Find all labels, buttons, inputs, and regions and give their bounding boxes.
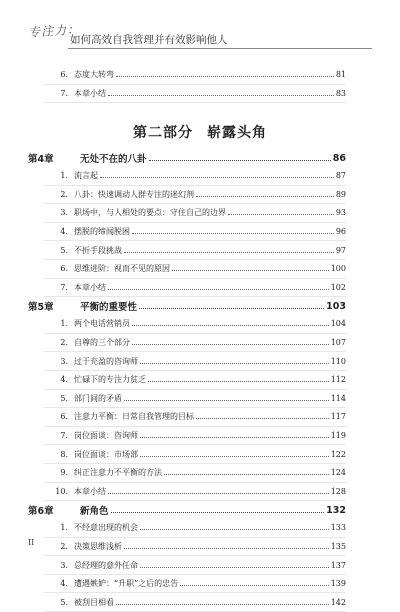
toc-item[interactable] [44, 538, 346, 557]
page-number: II [28, 538, 35, 547]
toc-item-title: 自尊的三个部分 [74, 338, 130, 348]
toc-item-number: 4. [60, 375, 68, 385]
toc-item-page: 104 [330, 319, 346, 329]
toc-item-number: 4. [60, 579, 68, 589]
chapter-page: 103 [326, 300, 346, 312]
toc-item-page: 87 [335, 171, 346, 181]
leader-dots [149, 160, 331, 161]
toc-item-title: 两个电话营销员 [74, 319, 130, 329]
toc-item[interactable] [44, 483, 346, 502]
toc-item-title: 注意力平衡：日常自我管理的目标 [74, 412, 194, 422]
toc-item[interactable] [44, 408, 346, 427]
toc-item[interactable] [44, 260, 346, 279]
chapter-title: 无处不在的八卦 [80, 154, 147, 165]
toc-item-number: 3. [60, 560, 68, 570]
book-title: 如何高效自我管理并有效影响他人 [70, 34, 228, 46]
toc-item[interactable] [44, 556, 346, 575]
book-logo: 专注力： [27, 22, 81, 40]
leader-dots [108, 493, 329, 494]
toc-item[interactable] [44, 427, 346, 446]
toc-item[interactable] [44, 390, 346, 409]
toc-item-title: 部门间的矛盾 [74, 393, 122, 403]
leader-dots [132, 325, 329, 326]
toc-item[interactable] [44, 464, 346, 483]
toc-item-number: 6. [60, 264, 68, 274]
toc-item-title: 过于充盈的咨询师 [74, 356, 138, 366]
leader-dots [124, 548, 329, 549]
toc-item-page: 124 [330, 468, 346, 478]
toc-item-number: 6. [60, 70, 68, 80]
toc-item[interactable] [44, 204, 346, 223]
toc-item-page: 114 [330, 393, 346, 403]
leader-dots [108, 289, 329, 290]
toc-item-title: 岗位面谈：咨询师 [74, 431, 138, 441]
toc-item-number: 2. [60, 541, 68, 551]
leader-dots [148, 381, 329, 382]
toc-item-page: 135 [330, 541, 346, 551]
toc-item-page: 119 [330, 431, 346, 441]
toc-chapters [28, 149, 346, 612]
toc-item-number: 8. [60, 449, 68, 459]
toc-item-page: 96 [335, 227, 346, 237]
toc-item-number: 1. [60, 171, 68, 181]
toc-item-page: 81 [335, 70, 346, 80]
toc-item-page: 107 [330, 338, 346, 348]
toc-item[interactable] [44, 241, 346, 260]
toc-item-page: 97 [335, 245, 346, 255]
toc-item[interactable] [44, 167, 346, 186]
chapter-number: 第4章 [28, 154, 54, 165]
toc-item[interactable] [44, 371, 346, 390]
toc-item[interactable] [44, 186, 346, 205]
toc-item-page: 133 [330, 523, 346, 533]
toc-item-page: 117 [330, 412, 346, 422]
toc-item-number: 6. [60, 412, 68, 422]
toc-item-number: 3. [60, 356, 68, 366]
toc-item[interactable] [44, 334, 346, 353]
toc-item-title: 忙碌下的专注力贫乏 [74, 375, 146, 385]
toc-item-title: 摆脱的缔闻脱困 [74, 227, 130, 237]
toc-item-number: 7. [60, 88, 68, 98]
toc-item-title: 本章小结 [74, 486, 106, 496]
chapter-heading[interactable] [28, 501, 346, 519]
running-header [28, 22, 372, 48]
leader-dots [140, 456, 329, 457]
toc-item[interactable] [44, 315, 346, 334]
chapter-number: 第5章 [28, 302, 54, 314]
toc-item-page: 102 [330, 282, 346, 292]
toc-item[interactable] [44, 519, 346, 538]
leader-dots [164, 474, 329, 475]
toc-item[interactable] [44, 352, 346, 371]
header-rule [68, 48, 372, 49]
toc-item-title: 总经理的意外任命 [74, 560, 138, 570]
toc-item-number: 5. [60, 393, 68, 403]
toc-item-page: 110 [330, 356, 346, 366]
toc-item-title: 职场中，与人相处的要点：守住自己的边界 [74, 208, 226, 218]
toc-item-title: 八卦：快速调动人群专注的迷幻剂 [74, 189, 194, 199]
leader-dots [196, 196, 334, 197]
toc-item-page: 100 [330, 264, 346, 274]
leader-dots [196, 418, 329, 419]
toc-item-title: 流言起 [74, 171, 98, 181]
part-heading [0, 122, 400, 142]
toc-item[interactable] [44, 223, 346, 242]
leader-dots [116, 76, 334, 77]
toc-item-number: 2. [60, 189, 68, 199]
toc-item[interactable] [44, 593, 346, 612]
leader-dots [124, 252, 334, 253]
toc-item-number: 5. [60, 597, 68, 607]
leader-dots [140, 363, 329, 364]
chapter-page: 132 [326, 504, 346, 516]
chapter-title: 平衡的重要性 [80, 302, 138, 314]
chapter-heading[interactable] [28, 149, 346, 167]
toc-item-number: 1. [60, 319, 68, 329]
toc-item-number: 7. [60, 431, 68, 441]
leader-dots [140, 529, 329, 530]
toc-top-items [44, 66, 346, 103]
part-label: 第二部分 [133, 125, 193, 141]
toc-item-title: 态度大转弯 [74, 70, 114, 80]
leader-dots [140, 437, 329, 438]
toc-item-page: 142 [330, 597, 346, 607]
toc-item-number: 7. [60, 282, 68, 292]
toc-item-page: 139 [330, 579, 346, 589]
chapter-heading[interactable] [28, 297, 346, 315]
toc-item[interactable] [44, 575, 346, 594]
toc-item-page: 112 [330, 375, 346, 385]
toc-item[interactable] [44, 66, 346, 85]
toc-item-page: 93 [335, 208, 346, 218]
toc-item-number: 3. [60, 208, 68, 218]
toc-item-title: 思维进阶：视而不见的原因 [74, 264, 170, 274]
toc-item-page: 89 [335, 189, 346, 199]
toc-item-number: 4. [60, 227, 68, 237]
toc-item-number: 9. [60, 468, 68, 478]
toc-item-title: 本章小结 [74, 282, 106, 292]
toc-item-title: 不经意出现的机会 [74, 523, 138, 533]
toc-item-title: 岗位面谈：市场部 [74, 449, 138, 459]
leader-dots [100, 177, 334, 178]
toc-item-page: 128 [330, 486, 346, 496]
leader-dots [139, 308, 324, 309]
toc-item-title: 纠正注意力不平衡的方法 [74, 468, 162, 478]
toc-item-number: 2. [60, 338, 68, 348]
chapter-number: 第6章 [28, 506, 54, 518]
part-title: 崭露头角 [207, 125, 267, 141]
toc-item[interactable] [44, 85, 346, 104]
toc-item-page: 83 [335, 88, 346, 98]
toc-item[interactable] [44, 279, 346, 298]
toc-item-title: 遭遇嫉妒：“升职”之后的忠告 [74, 579, 179, 589]
leader-dots [132, 344, 329, 345]
toc-item-title: 本章小结 [74, 88, 106, 98]
leader-dots [140, 567, 329, 568]
leader-dots [180, 585, 329, 586]
leader-dots [172, 270, 329, 271]
chapter-page: 86 [332, 152, 346, 164]
leader-dots [116, 604, 329, 605]
leader-dots [124, 400, 329, 401]
toc-item-title: 被刮目相看 [74, 597, 114, 607]
toc-item-title: 决策思维浅析 [74, 541, 122, 551]
toc-item[interactable] [44, 445, 346, 464]
chapter-title: 新角色 [80, 506, 109, 518]
leader-dots [132, 233, 334, 234]
toc-item-number: 1. [60, 523, 68, 533]
toc-item-page: 137 [330, 560, 346, 570]
toc-item-page: 122 [330, 449, 346, 459]
toc-item-number: 5. [60, 245, 68, 255]
leader-dots [111, 512, 325, 513]
toc-item-number: 10. [55, 486, 68, 496]
toc-item-title: 不折手段挑战 [74, 245, 122, 255]
leader-dots [108, 95, 334, 96]
leader-dots [228, 214, 334, 215]
